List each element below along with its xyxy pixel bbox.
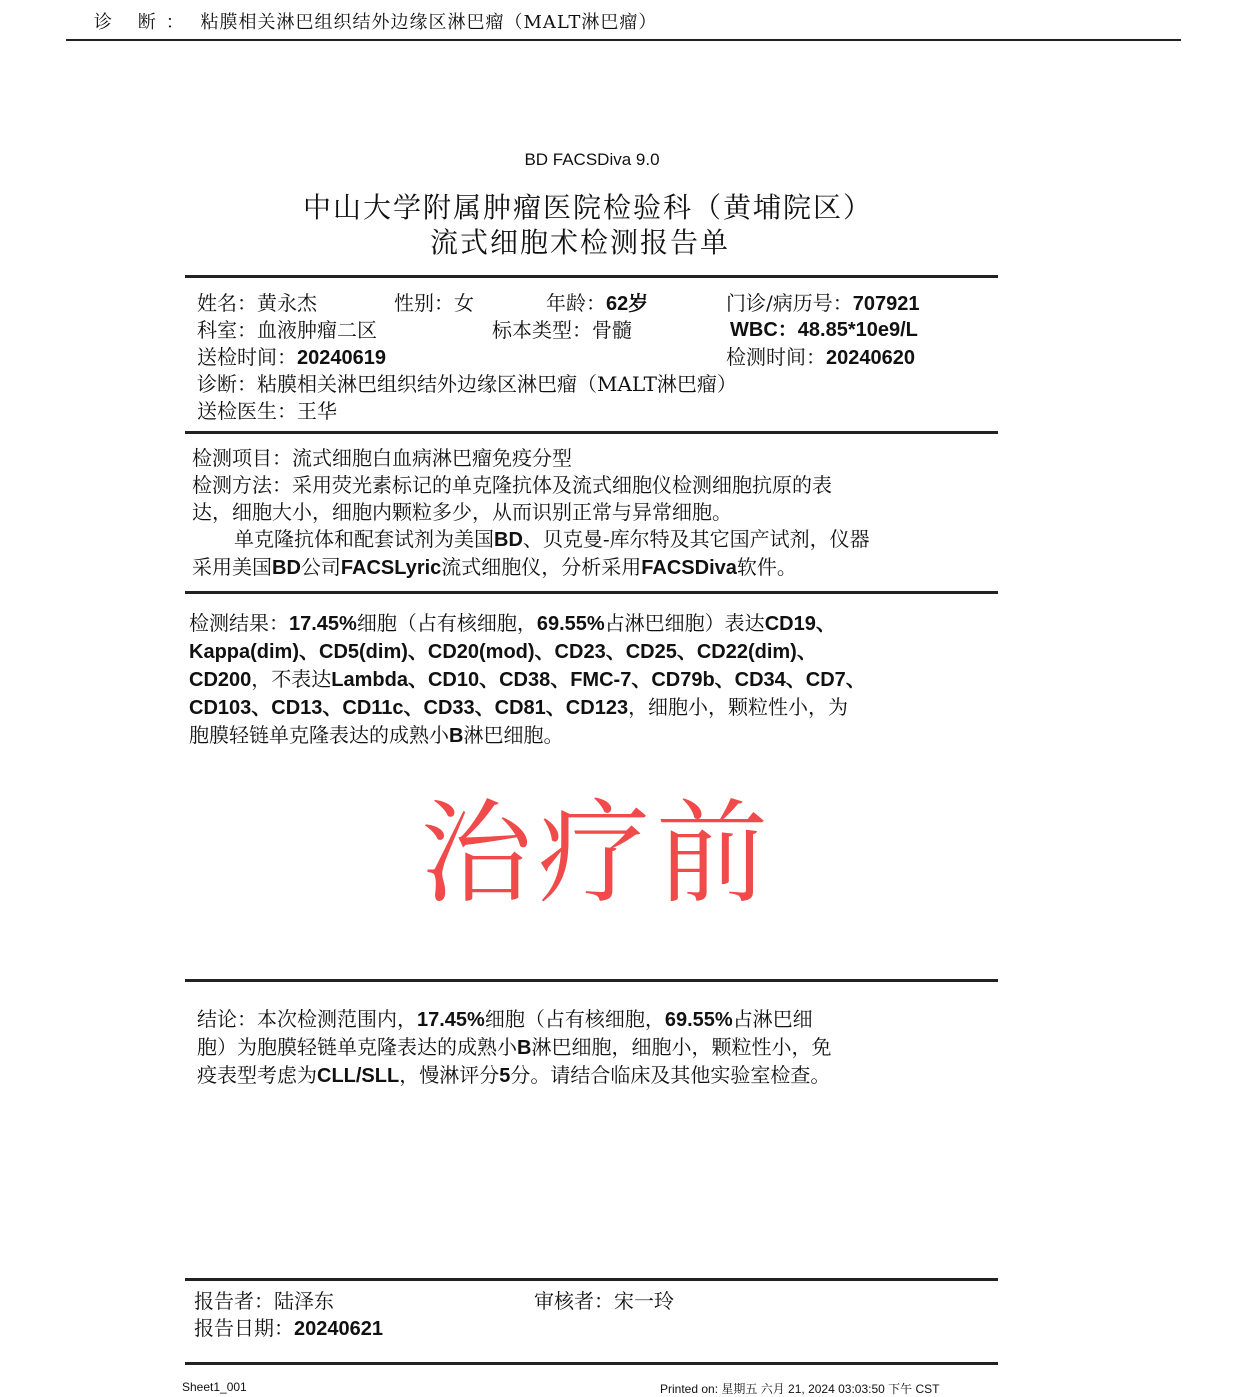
- result-line-2: [189, 638, 989, 666]
- result-line-3: [189, 666, 989, 694]
- diagnosis-value: 粘膜相关淋巴组织结外边缘区淋巴瘤（MALT淋巴瘤）: [257, 372, 737, 396]
- reagent-line-1: [192, 526, 1002, 554]
- divider-2: [185, 431, 998, 434]
- printed-label: Printed on:: [660, 1382, 719, 1396]
- send-time: [197, 344, 386, 372]
- result-text: 胞膜轻链单克隆表达的成熟小: [189, 723, 449, 747]
- reagent-text: 单克隆抗体和配套试剂为美国: [234, 527, 494, 551]
- sample-type: [492, 317, 632, 344]
- dept-value: 血液肿瘤二区: [257, 318, 377, 342]
- doctor: [197, 398, 337, 425]
- record-value: 707921: [852, 293, 920, 315]
- conclusion-text: 胞）为胞膜轻链单克隆表达的成熟小: [197, 1035, 517, 1059]
- top-divider: [66, 39, 1181, 41]
- diagnosis-label: 诊断：: [197, 372, 257, 396]
- age-label: 年龄：: [546, 291, 606, 315]
- pre-treatment-stamp: 治疗前: [420, 789, 774, 919]
- divider-4: [185, 979, 998, 982]
- printed-value: 星期五 六月 21, 2024 03:03:50 下午 CST: [721, 1382, 940, 1396]
- result-text: 占淋巴细胞）表达: [604, 611, 765, 635]
- sample-label: 标本类型：: [492, 318, 592, 342]
- test-item-line: 检测项目：流式细胞白血病淋巴瘤免疫分型: [192, 446, 572, 470]
- test-time-value: 20240620: [826, 347, 915, 369]
- conclusion-text: 细胞（占有核细胞，: [484, 1007, 665, 1031]
- reagent-text: 公司: [300, 555, 341, 579]
- result-marker: CD200: [189, 669, 252, 691]
- reporter-label: 报告者：: [194, 1289, 274, 1313]
- reviewer-value: 宋一玲: [614, 1289, 674, 1313]
- sheet-id: Sheet1_001: [182, 1380, 247, 1394]
- name-value: 黄永杰: [257, 291, 317, 315]
- conclusion-text: 占淋巴细: [732, 1007, 813, 1031]
- result-markers: Kappa(dim)、CD5(dim)、CD20(mod)、CD23、CD25、CD22(dim)、: [189, 641, 817, 663]
- conclusion-text: 分。请结合临床及其他实验室检查。: [510, 1063, 831, 1087]
- patient-age: [546, 290, 648, 318]
- conclusion-section: [197, 1006, 987, 1090]
- top-diagnosis-value: 粘膜相关淋巴组织结外边缘区淋巴瘤（MALT淋巴瘤）: [200, 12, 658, 33]
- reagent-text: 、贝克曼-库尔特及其它国产试剂，仪器: [522, 527, 870, 551]
- patient-record: [726, 290, 920, 318]
- conclusion-text: 疫表型考虑为: [197, 1063, 317, 1087]
- software-name: BD FACSDiva 9.0: [524, 150, 660, 169]
- sample-value: 骨髓: [592, 318, 632, 342]
- sex-label: 性别：: [394, 291, 454, 315]
- hospital-title: 中山大学附属肿瘤医院检验科（黄埔院区）: [302, 191, 873, 224]
- printed-on: [660, 1380, 939, 1397]
- conclusion-cell-type: B: [517, 1037, 532, 1059]
- reporter: [194, 1288, 334, 1315]
- software-ref: FACSDiva: [641, 557, 737, 579]
- conclusion-text: 结论：本次检测范围内，: [197, 1007, 417, 1031]
- method-section: [192, 445, 1002, 582]
- send-time-value: 20240619: [297, 347, 386, 369]
- reviewer-label: 审核者：: [534, 1289, 614, 1313]
- wbc-value: 48.85*10e9/L: [797, 319, 918, 341]
- result-text: ，不表达: [251, 667, 332, 691]
- reagent-brand: BD: [494, 529, 523, 551]
- reviewer: [534, 1288, 674, 1315]
- conclusion-line-3: [197, 1062, 987, 1090]
- patient-sex: [394, 290, 474, 317]
- conclusion-line-2: [197, 1034, 987, 1062]
- doctor-label: 送检医生：: [197, 399, 297, 423]
- reagent-text: 流式细胞仪，分析采用: [441, 555, 642, 579]
- conclusion-text: 淋巴细胞，细胞小，颗粒性小，免: [531, 1035, 832, 1059]
- reporter-value: 陆泽东: [274, 1289, 334, 1313]
- result-markers: Lambda、CD10、CD38、FMC-7、CD79b、CD34、CD7、: [331, 669, 866, 691]
- result-marker: CD19、: [764, 613, 836, 635]
- result-text: 淋巴细胞。: [463, 723, 564, 747]
- instrument-name: FACSLyric: [340, 557, 442, 579]
- diagnosis: [197, 371, 737, 398]
- result-line-5: [189, 722, 989, 750]
- method-line-2: 达，细胞大小，细胞内颗粒多少，从而识别正常与异常细胞。: [192, 500, 732, 524]
- dept-label: 科室：: [197, 318, 257, 342]
- reagent-text: 软件。: [736, 555, 797, 579]
- divider-5: [185, 1278, 998, 1281]
- result-percent-2: 69.55%: [536, 613, 605, 635]
- reagent-brand: BD: [272, 557, 301, 579]
- divider-6: [185, 1362, 998, 1365]
- report-title: 流式细胞术检测报告单: [429, 226, 730, 259]
- record-label: 门诊/病历号：: [726, 291, 853, 315]
- test-time-label: 检测时间：: [726, 345, 826, 369]
- sex-value: 女: [454, 291, 474, 315]
- conclusion-percent-1: 17.45%: [417, 1009, 485, 1031]
- send-time-label: 送检时间：: [197, 345, 297, 369]
- conclusion-text: ，慢淋评分: [399, 1063, 500, 1087]
- result-markers: CD103、CD13、CD11c、CD33、CD81、CD123: [189, 697, 629, 719]
- conclusion-percent-2: 69.55%: [664, 1009, 733, 1031]
- result-label: 检测结果：: [189, 611, 289, 635]
- top-diagnosis-line: [94, 8, 657, 34]
- patient-name: [197, 290, 317, 317]
- doctor-value: 王华: [297, 399, 337, 423]
- result-line-4: [189, 694, 989, 722]
- test-time: [726, 344, 915, 372]
- age-value: 62岁: [606, 293, 649, 315]
- top-diagnosis-label: 诊 断：: [94, 12, 194, 33]
- conclusion-diagnosis: CLL/SLL: [317, 1065, 400, 1087]
- result-section: [189, 610, 989, 750]
- result-text: ，细胞小，颗粒性小，为: [628, 695, 849, 719]
- name-label: 姓名：: [197, 291, 257, 315]
- conclusion-line-1: [197, 1006, 987, 1034]
- wbc-label: WBC：: [730, 319, 798, 341]
- reagent-text: 采用美国: [192, 555, 272, 579]
- result-text: 细胞（占有核细胞，: [356, 611, 537, 635]
- reagent-line-2: [192, 554, 1002, 582]
- report-date: [194, 1315, 383, 1343]
- report-date-label: 报告日期：: [194, 1316, 294, 1340]
- result-line-1: [189, 610, 989, 638]
- divider-3: [185, 591, 998, 594]
- conclusion-score: 5: [499, 1065, 511, 1087]
- result-percent-1: 17.45%: [289, 613, 357, 635]
- divider-1: [185, 275, 998, 278]
- method-line-1: 检测方法：采用荧光素标记的单克隆抗体及流式细胞仪检测细胞抗原的表: [192, 473, 832, 497]
- patient-dept: [197, 317, 377, 344]
- report-date-value: 20240621: [294, 1318, 383, 1340]
- wbc: [730, 317, 918, 344]
- result-cell-type: B: [449, 725, 464, 747]
